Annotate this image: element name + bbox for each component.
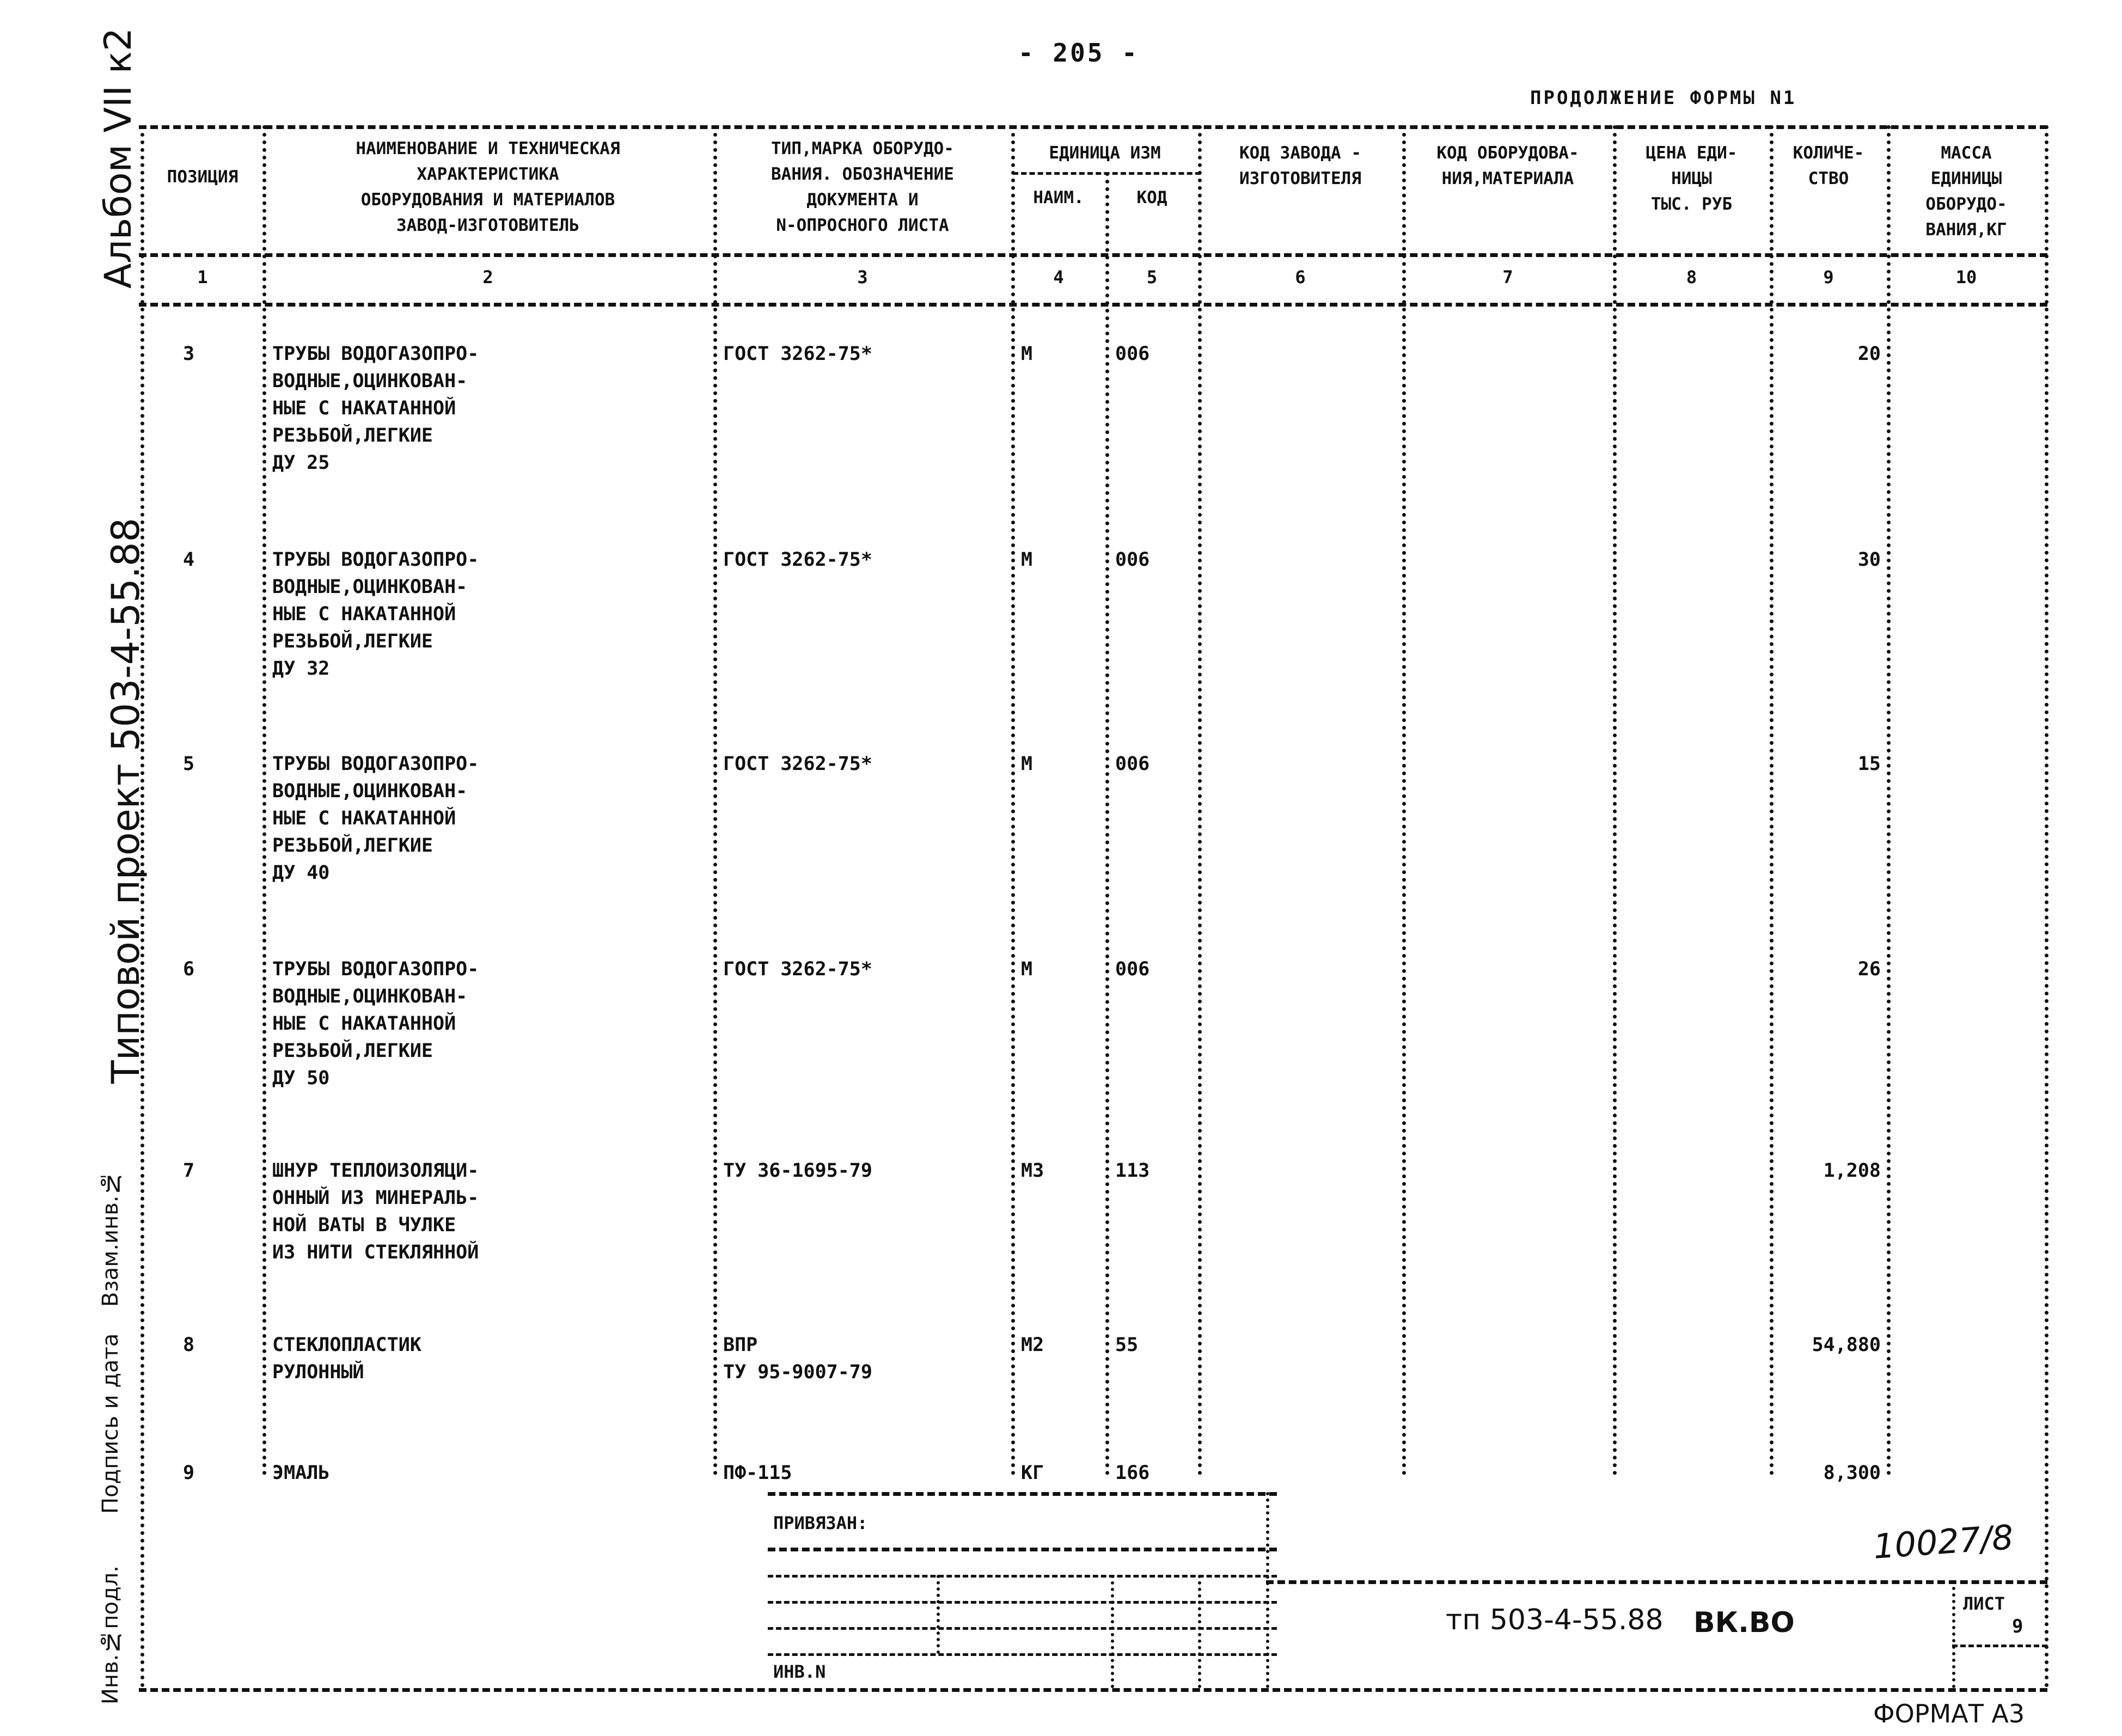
col-border-8 bbox=[1770, 125, 1774, 1476]
header-quantity: КОЛИЧЕ- СТВО bbox=[1793, 143, 1864, 188]
table-row-pos6-qty: 26 bbox=[1857, 958, 1881, 980]
colnum-bottom-border bbox=[139, 303, 2047, 307]
table-row-pos6-name: ТРУБЫ ВОДОГАЗОПРО- ВОДНЫЕ,ОЦИНКОВАН- НЫЕ С НАКАТАННОЙ РЕЗЬБОЙ,ЛЕГКИЕ ДУ 50 bbox=[272, 958, 479, 1089]
header-unit-name: НАИМ. bbox=[1033, 188, 1084, 207]
header-position: ПОЗИЦИЯ bbox=[167, 167, 239, 187]
colnum-9: 9 bbox=[1823, 267, 1834, 288]
table-row-pos6-type: ГОСТ 3262-75* bbox=[723, 958, 872, 980]
header-name: НАИМЕНОВАНИЕ И ТЕХНИЧЕСКАЯ ХАРАКТЕРИСТИКА ОБОРУДОВАНИЯ И МАТЕРИАЛОВ ЗАВОД-ИЗГОТОВИТЕЛЬ bbox=[356, 139, 620, 235]
table-row-pos5-unit: М bbox=[1021, 753, 1033, 775]
table-row-pos4-qty: 30 bbox=[1857, 549, 1881, 571]
header-equipment-code: КОД ОБОРУДОВА- НИЯ,МАТЕРИАЛА bbox=[1436, 143, 1579, 188]
col-border-6 bbox=[1402, 125, 1406, 1476]
table-row-pos3-qty: 20 bbox=[1857, 343, 1881, 365]
sheet-number: 9 bbox=[2012, 1616, 2023, 1637]
colnum-2: 2 bbox=[482, 267, 493, 288]
col-border-left bbox=[140, 125, 144, 1688]
col-border-2 bbox=[713, 125, 717, 1476]
table-row-pos8-position: 8 bbox=[183, 1334, 195, 1356]
table-row-pos8-code: 55 bbox=[1115, 1334, 1139, 1356]
table-row-pos6-position: 6 bbox=[183, 958, 195, 980]
table-bottom-border bbox=[139, 1688, 2047, 1692]
doc-code: тп 503-4-55.88 bbox=[1446, 1604, 1664, 1636]
col-border-9 bbox=[1887, 125, 1891, 1476]
table-row-pos4-position: 4 bbox=[183, 549, 195, 571]
col-border-7 bbox=[1613, 125, 1617, 1476]
col-border-right bbox=[2045, 125, 2048, 1688]
header-price: ЦЕНА ЕДИ- НИЦЫ ТЫС. РУБ bbox=[1646, 143, 1738, 214]
table-row-pos6-unit: М bbox=[1021, 958, 1033, 980]
table-row-pos4-name: ТРУБЫ ВОДОГАЗОПРО- ВОДНЫЕ,ОЦИНКОВАН- НЫЕ С НАКАТАННОЙ РЕЗЬБОЙ,ЛЕГКИЕ ДУ 32 bbox=[272, 549, 479, 680]
table-row-pos5-type: ГОСТ 3262-75* bbox=[723, 753, 872, 775]
table-row-pos8-type: ВПР ТУ 95-9007-79 bbox=[723, 1334, 872, 1383]
continuation-title: ПРОДОЛЖЕНИЕ ФОРМЫ N1 bbox=[1530, 87, 1797, 109]
table-row-pos9-unit: КГ bbox=[1021, 1462, 1044, 1484]
table-row-pos8-qty: 54,880 bbox=[1812, 1334, 1881, 1356]
header-factory-code: КОД ЗАВОДА - ИЗГОТОВИТЕЛЯ bbox=[1239, 143, 1361, 188]
section-code: ВК.ВО bbox=[1693, 1606, 1795, 1639]
table-row-pos6-code: 006 bbox=[1115, 958, 1150, 980]
colnum-5: 5 bbox=[1146, 267, 1158, 288]
stamp-col-3 bbox=[1198, 1575, 1201, 1688]
header-unit: ЕДИНИЦА ИЗМ bbox=[1049, 143, 1161, 163]
title-block-sheet-col bbox=[1952, 1580, 1955, 1688]
stamp-label-replace-inv: Взам.инв.№ bbox=[98, 1170, 123, 1307]
table-row-pos3-position: 3 bbox=[183, 343, 195, 365]
sheet-label: ЛИСТ bbox=[1963, 1593, 2005, 1614]
stamp-label-original-inv: Инв.№подл. bbox=[98, 1566, 123, 1704]
col-border-1 bbox=[262, 125, 266, 1476]
stamp-bound-label: ПРИВЯЗАН: bbox=[773, 1513, 868, 1533]
colnum-6: 6 bbox=[1295, 267, 1306, 288]
table-row-pos9-name: ЭМАЛЬ bbox=[272, 1462, 330, 1484]
table-row-pos9-code: 166 bbox=[1115, 1462, 1150, 1484]
table-row-pos7-name: ШНУР ТЕПЛОИЗОЛЯЦИ- ОННЫЙ ИЗ МИНЕРАЛЬ- НОЙ ВАТЫ В ЧУЛКЕ ИЗ НИТИ СТЕКЛЯННОЙ bbox=[272, 1160, 479, 1263]
format-label: ФОРМАТ А3 bbox=[1873, 1699, 2025, 1728]
stamp-col-right bbox=[1266, 1492, 1269, 1688]
colnum-8: 8 bbox=[1686, 267, 1697, 288]
table-top-border bbox=[139, 125, 2047, 129]
album-label: Альбом VII к2 bbox=[97, 27, 140, 289]
stamp-col-2 bbox=[1111, 1575, 1114, 1688]
header-bottom-border bbox=[139, 253, 2047, 257]
handwritten-number: 10027/8 bbox=[1872, 1517, 2015, 1567]
stamp-inv-label: ИНВ.N bbox=[773, 1661, 826, 1682]
table-row-pos5-qty: 15 bbox=[1857, 753, 1881, 775]
title-block-top-border bbox=[1266, 1580, 2047, 1584]
header-type: ТИП,МАРКА ОБОРУДО- ВАНИЯ. ОБОЗНАЧЕНИЕ ДОКУМЕНТА И N-ОПРОСНОГО ЛИСТА bbox=[771, 139, 954, 235]
stamp-divider-1 bbox=[768, 1548, 1277, 1551]
project-label: Типовой проект 503-4-55.88 bbox=[103, 517, 148, 1084]
colnum-10: 10 bbox=[1955, 267, 1977, 288]
table-row-pos9-type: ПФ-115 bbox=[723, 1462, 792, 1484]
table-row-pos9-qty: 8,300 bbox=[1823, 1462, 1881, 1484]
table-row-pos7-code: 113 bbox=[1115, 1160, 1150, 1182]
table-row-pos3-type: ГОСТ 3262-75* bbox=[723, 343, 872, 365]
stamp-col-1 bbox=[937, 1575, 940, 1654]
table-row-pos5-position: 5 bbox=[183, 753, 195, 775]
page-number: - 205 - bbox=[1018, 38, 1139, 68]
table-row-pos3-unit: М bbox=[1021, 343, 1033, 365]
header-unit-code: КОД bbox=[1136, 188, 1167, 207]
table-row-pos3-code: 006 bbox=[1115, 343, 1150, 365]
table-row-pos5-code: 006 bbox=[1115, 753, 1150, 775]
col-border-5 bbox=[1198, 125, 1202, 1476]
table-row-pos4-unit: М bbox=[1021, 549, 1033, 571]
table-row-pos3-name: ТРУБЫ ВОДОГАЗОПРО- ВОДНЫЕ,ОЦИНКОВАН- НЫЕ С НАКАТАННОЙ РЕЗЬБОЙ,ЛЕГКИЕ ДУ 25 bbox=[272, 343, 479, 474]
title-block-sheet-divider bbox=[1952, 1645, 2047, 1647]
table-row-pos7-position: 7 bbox=[183, 1160, 195, 1182]
col-border-3 bbox=[1011, 125, 1015, 1476]
table-row-pos4-type: ГОСТ 3262-75* bbox=[723, 549, 872, 571]
col-border-4 bbox=[1105, 172, 1109, 1476]
colnum-1: 1 bbox=[197, 267, 208, 288]
stamp-top-border bbox=[768, 1492, 1277, 1496]
colnum-3: 3 bbox=[857, 267, 868, 288]
table-row-pos5-name: ТРУБЫ ВОДОГАЗОПРО- ВОДНЫЕ,ОЦИНКОВАН- НЫЕ С НАКАТАННОЙ РЕЗЬБОЙ,ЛЕГКИЕ ДУ 40 bbox=[272, 753, 479, 884]
table-row-pos8-unit: М2 bbox=[1021, 1334, 1044, 1356]
table-row-pos4-code: 006 bbox=[1115, 549, 1150, 571]
table-row-pos9-position: 9 bbox=[183, 1462, 195, 1484]
stamp-label-signature: Подпись и дата bbox=[98, 1333, 123, 1514]
colnum-4: 4 bbox=[1053, 267, 1064, 288]
table-row-pos7-qty: 1,208 bbox=[1823, 1160, 1881, 1182]
table-row-pos7-unit: М3 bbox=[1021, 1160, 1044, 1182]
colnum-7: 7 bbox=[1502, 267, 1513, 288]
table-row-pos7-type: ТУ 36-1695-79 bbox=[723, 1160, 872, 1182]
header-mass: МАССА ЕДИНИЦЫ ОБОРУДО- ВАНИЯ,КГ bbox=[1925, 143, 2007, 240]
table-row-pos8-name: СТЕКЛОПЛАСТИК РУЛОННЫЙ bbox=[272, 1334, 421, 1383]
